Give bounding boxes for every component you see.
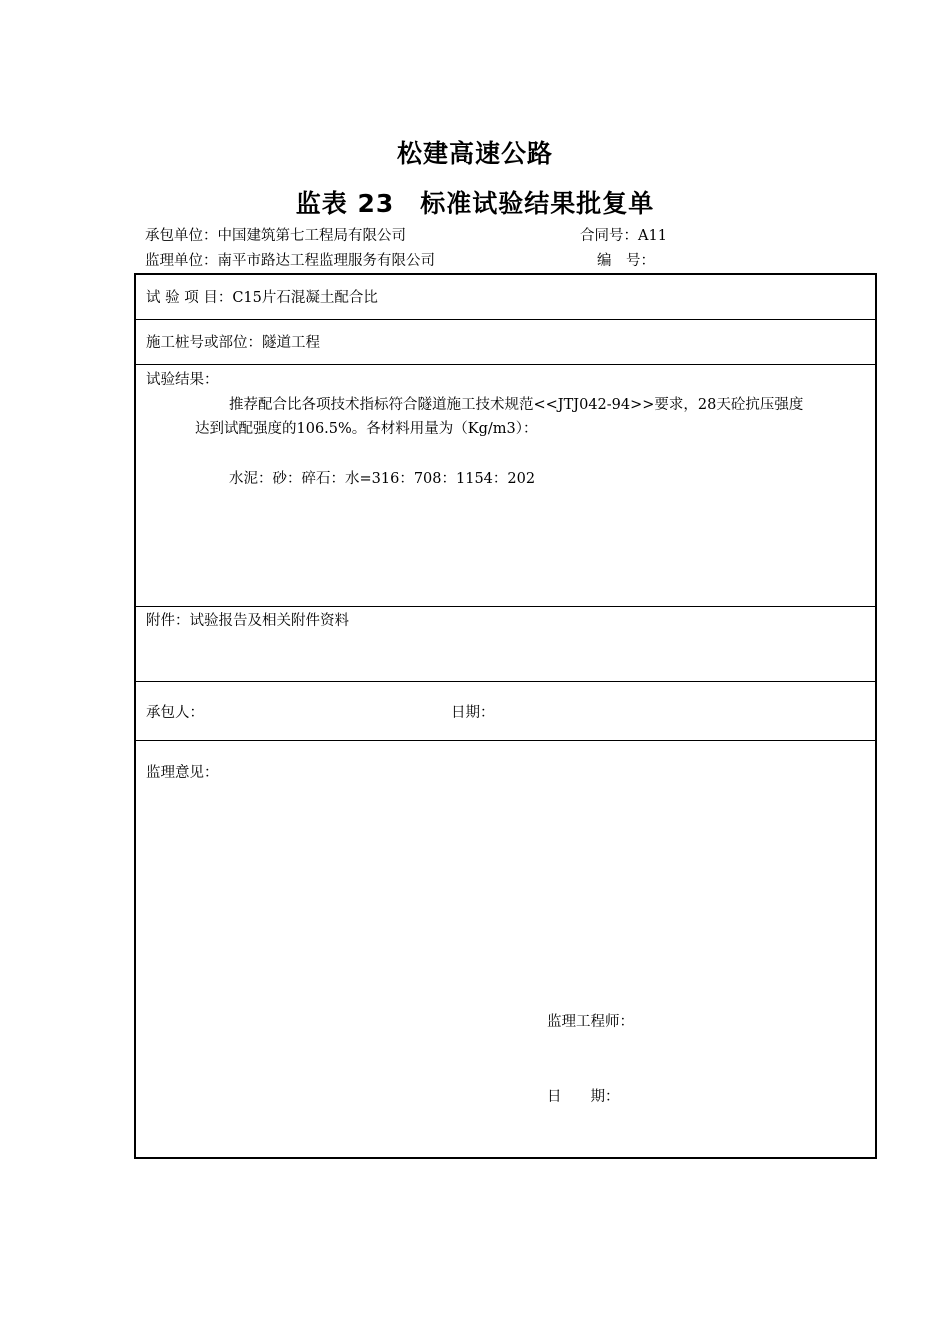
contractor-person-label: 承包人： [146,705,204,721]
test-result-line-1: 推荐配合比各项技术指标符合隧道施工技术规范<<JTJ042-94>>要求，28天砼抗压强度 [229,397,804,413]
supervision-opinion-row [136,741,875,1157]
mix-ratio-text: 水泥：砂：碎石：水=316：708：1154：202 [229,471,536,487]
test-result-line-2: 达到试配强度的106.5%。各材料用量为（Kg/m3）： [195,421,538,437]
test-item-row [136,275,875,320]
location-text: 施工桩号或部位：隧道工程 [146,335,320,351]
supervisor-unit: 监理单位：南平市路达工程监理服务有限公司 [145,253,435,269]
supervision-date-label: 日 期： [547,1089,620,1105]
document-title: 松建高速公路 [396,139,553,168]
attachment-row [136,607,875,682]
test-item-text: 试 验 项 目：C15片石混凝土配合比 [146,290,378,306]
test-result-label: 试验结果： [146,372,219,388]
serial-number: 编 号： [597,253,655,269]
location-row [136,320,875,365]
contractor-unit: 承包单位：中国建筑第七工程局有限公司 [145,228,406,244]
contractor-date-label: 日期： [451,705,495,721]
form-title: 监表 23 标准试验结果批复单 [295,189,655,218]
attachment-text: 附件：试验报告及相关附件资料 [146,613,349,629]
test-result-row [136,365,875,607]
approval-form-table [134,273,877,1159]
contract-number: 合同号：A11 [580,228,667,244]
supervision-opinion-label: 监理意见： [146,765,219,781]
contractor-sign-row [136,682,875,741]
supervision-engineer-label: 监理工程师： [547,1014,634,1030]
